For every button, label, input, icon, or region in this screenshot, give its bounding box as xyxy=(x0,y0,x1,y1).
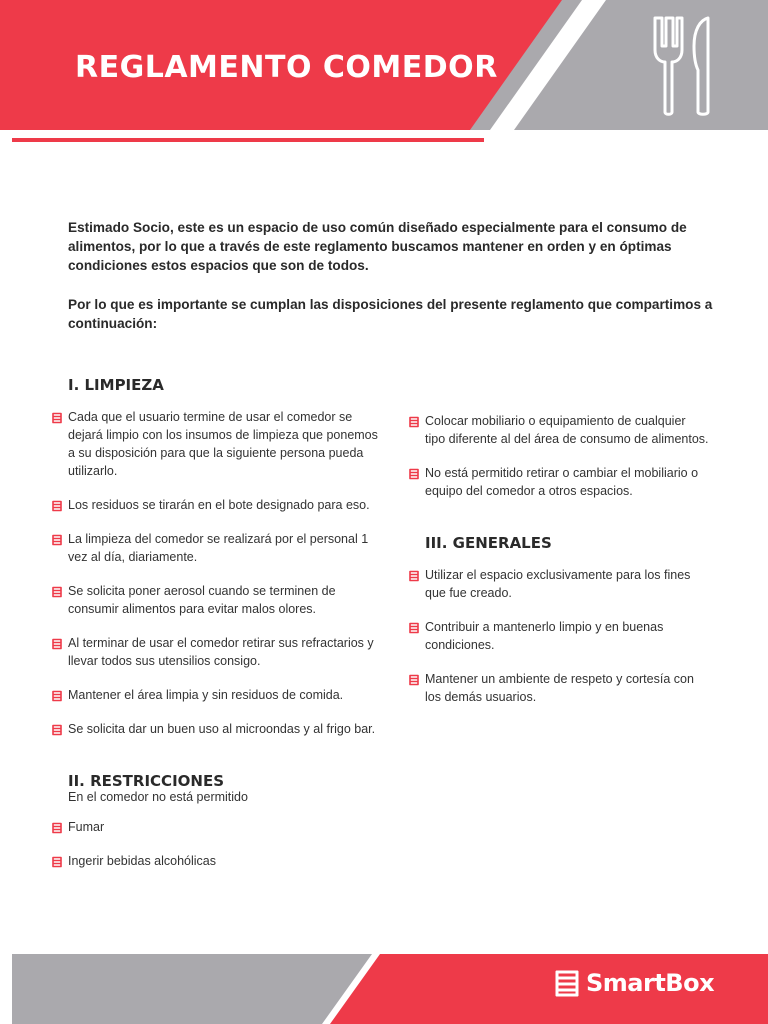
list-item: Al terminar de usar el comedor retirar sus refractarios y llevar todos sus utensilios consigo. xyxy=(52,634,382,670)
smartbox-bullet-icon xyxy=(52,690,62,702)
smartbox-bullet-icon xyxy=(409,622,419,634)
smartbox-bullet-icon xyxy=(409,468,419,480)
list-item: Fumar xyxy=(52,818,382,836)
list-item: No está permitido retirar o cambiar el mobiliario o equipo del comedor a otros espacios. xyxy=(409,464,709,500)
restricciones-list xyxy=(52,818,382,870)
left-column xyxy=(52,376,382,886)
smartbox-bullet-icon xyxy=(52,822,62,834)
smartbox-logo-icon xyxy=(554,968,580,998)
right-column xyxy=(409,412,709,722)
section-subtitle: En el comedor no está permitido xyxy=(68,790,248,804)
smartbox-bullet-icon xyxy=(52,534,62,546)
intro-section xyxy=(68,218,718,353)
smartbox-bullet-icon xyxy=(52,638,62,650)
list-item: Utilizar el espacio exclusivamente para los fines que fue creado. xyxy=(409,566,709,602)
restricciones-list-continued xyxy=(409,412,709,500)
smartbox-bullet-icon xyxy=(409,674,419,686)
list-item: Se solicita poner aerosol cuando se terminen de consumir alimentos para evitar malos olores. xyxy=(52,582,382,618)
list-item: La limpieza del comedor se realizará por el personal 1 vez al día, diariamente. xyxy=(52,530,382,566)
list-item: Los residuos se tirarán en el bote designado para eso. xyxy=(52,496,382,514)
smartbox-bullet-icon xyxy=(52,586,62,598)
smartbox-bullet-icon xyxy=(409,570,419,582)
list-item: Cada que el usuario termine de usar el comedor se dejará limpio con los insumos de limpieza que ponemos a su disposición para que la siguiente persona pueda utilizarlo. xyxy=(52,408,382,480)
list-item: Contribuir a mantenerlo limpio y en buenas condiciones. xyxy=(409,618,709,654)
generales-list xyxy=(409,566,709,706)
smartbox-bullet-icon xyxy=(52,856,62,868)
list-item: Mantener un ambiente de respeto y cortesía con los demás usuarios. xyxy=(409,670,709,706)
list-item: Ingerir bebidas alcohólicas xyxy=(52,852,382,870)
fork-knife-icon xyxy=(646,14,718,118)
intro-paragraph: Estimado Socio, este es un espacio de uso común diseñado especialmente para el consumo de alimentos, por lo que a través de este reglamento buscamos mantener en orden y en óptimas condiciones estos espacios que son de todos. xyxy=(68,220,687,273)
limpieza-list xyxy=(52,408,382,738)
smartbox-bullet-icon xyxy=(52,412,62,424)
brand-name: SmartBox xyxy=(586,969,715,997)
smartbox-bullet-icon xyxy=(409,416,419,428)
intro-paragraph: Por lo que es importante se cumplan las disposiciones del presente reglamento que compartimos a continuación: xyxy=(68,297,713,331)
section-title-generales: III. GENERALES xyxy=(425,534,552,552)
list-item: Se solicita dar un buen uso al microondas y al frigo bar. xyxy=(52,720,382,738)
list-item: Colocar mobiliario o equipamiento de cualquier tipo diferente al del área de consumo de alimentos. xyxy=(409,412,709,448)
brand-logo xyxy=(554,968,714,998)
page-title: REGLAMENTO COMEDOR xyxy=(75,50,498,85)
section-title-restricciones: II. RESTRICCIONES xyxy=(68,772,224,790)
list-item: Mantener el área limpia y sin residuos de comida. xyxy=(52,686,382,704)
smartbox-bullet-icon xyxy=(52,724,62,736)
section-title-limpieza: I. LIMPIEZA xyxy=(68,376,164,394)
smartbox-bullet-icon xyxy=(52,500,62,512)
